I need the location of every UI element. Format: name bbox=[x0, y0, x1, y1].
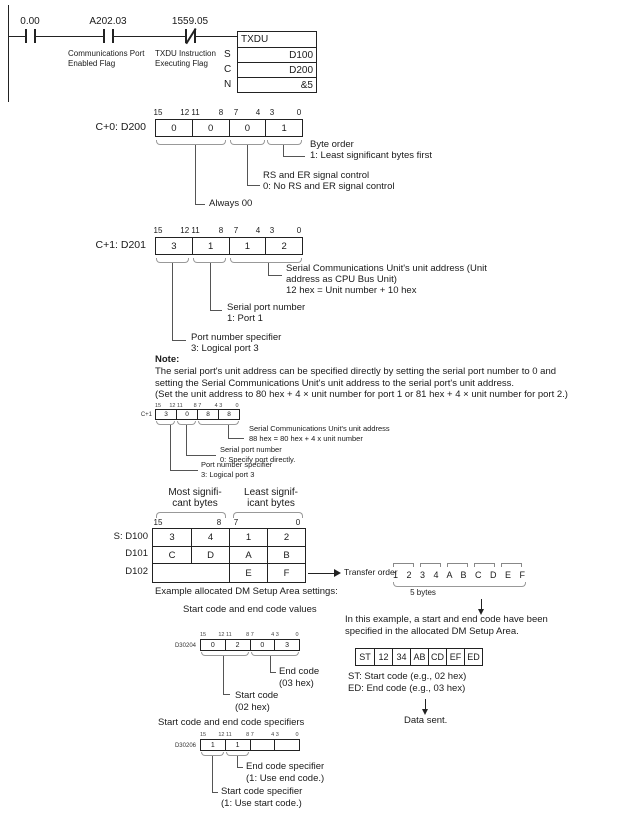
bit-label: 12 11 bbox=[180, 226, 200, 235]
contact-address: 1559.05 bbox=[171, 16, 209, 27]
annotation-line: Byte order bbox=[310, 139, 354, 150]
contact-label bbox=[155, 49, 216, 68]
table-cell: 3 bbox=[169, 532, 175, 543]
bit-register bbox=[155, 237, 303, 255]
byte-pair-mark bbox=[447, 563, 468, 567]
connector bbox=[172, 263, 186, 341]
bit-label: 12 11 bbox=[218, 732, 232, 738]
register-cell: 3 bbox=[164, 411, 168, 418]
annotation-line: Port number specifier bbox=[191, 332, 282, 343]
annotation-byte-order bbox=[310, 140, 432, 162]
header-least-significant bbox=[234, 488, 308, 510]
bit-register bbox=[200, 639, 300, 651]
header-line: Most signifi- bbox=[168, 487, 222, 498]
register-label: C+1 bbox=[140, 412, 152, 418]
bit-label: 0 bbox=[295, 632, 299, 638]
data-sent-label: Data sent. bbox=[404, 715, 448, 726]
bit-label: 12 11 bbox=[218, 632, 232, 638]
bit-label: 8 7 bbox=[246, 632, 254, 638]
register-cell bbox=[250, 740, 275, 750]
connector bbox=[170, 425, 198, 471]
connector bbox=[237, 756, 243, 768]
annotation-line: 12 hex = Unit number + 10 hex bbox=[286, 284, 417, 296]
register-cell: 3 bbox=[274, 640, 299, 650]
bit-label: 4 3 bbox=[214, 403, 223, 409]
note-heading: Note: bbox=[155, 354, 180, 365]
annotation-line: (1: Use start code.) bbox=[221, 797, 302, 809]
annotation-line: Serial Communications Unit's unit address (Unit bbox=[286, 263, 487, 274]
ladder-left-rail bbox=[8, 5, 9, 102]
register-cell: 8 bbox=[218, 410, 239, 419]
annotation-end-code-specifier bbox=[246, 761, 324, 784]
no-contact-icon bbox=[112, 29, 114, 43]
bit-label: 0 bbox=[295, 732, 299, 738]
bit-label: 7 bbox=[233, 226, 239, 235]
overbrace bbox=[233, 512, 303, 518]
annotation-line: (1: Use end code.) bbox=[246, 772, 325, 784]
annotation-line: 88 hex = 80 hex + 4 x unit number bbox=[249, 433, 363, 443]
byte-pair-mark bbox=[474, 563, 495, 567]
annotation-line: address as CPU Bus Unit) bbox=[286, 273, 397, 285]
annotation-start-code bbox=[235, 690, 278, 713]
header-most-significant bbox=[158, 488, 232, 510]
header-line: cant bytes bbox=[172, 497, 218, 509]
transfer-sequence: 1 2 3 4 A B C D E F bbox=[393, 570, 529, 580]
frame-cell: AB bbox=[410, 649, 428, 665]
frame-byte-sequence bbox=[355, 648, 483, 666]
frame-cell: ED bbox=[464, 649, 482, 665]
register-label: C+0: D200 bbox=[95, 121, 146, 133]
annotation-unit-address bbox=[249, 424, 390, 443]
frame-cell: EF bbox=[446, 649, 464, 665]
bit-label: 12 11 bbox=[180, 108, 200, 117]
register-cell: 2 bbox=[225, 640, 250, 650]
table-cell: B bbox=[267, 546, 305, 563]
annotation-line: 1: Least significant bytes first bbox=[310, 149, 432, 161]
register-cell: 0 bbox=[250, 640, 275, 650]
connector bbox=[223, 656, 230, 695]
register-cell: 3 bbox=[171, 240, 177, 252]
operand-value: D200 bbox=[238, 62, 316, 77]
register-cell: 1 bbox=[229, 238, 266, 254]
annotation-line: Serial Communications Unit's unit address bbox=[249, 424, 390, 433]
frame-cell: 34 bbox=[392, 649, 410, 665]
annotation-line: (03 hex) bbox=[279, 677, 314, 689]
annotation-line: Start code specifier bbox=[221, 786, 303, 797]
annotation-line: 3: Logical port 3 bbox=[201, 469, 255, 479]
connector bbox=[268, 263, 282, 276]
down-arrow-line bbox=[425, 699, 426, 709]
contact-address: 0.00 bbox=[20, 16, 40, 27]
register-label: D30204 bbox=[174, 643, 196, 649]
contact-label-line: TXDU Instruction bbox=[155, 49, 216, 58]
bit-label: 4 3 bbox=[271, 632, 279, 638]
contact-gap bbox=[105, 33, 112, 40]
register-cell: 1 bbox=[265, 120, 302, 136]
bit-label: 0 bbox=[295, 518, 301, 527]
bit-label: 12 11 bbox=[169, 403, 183, 409]
connector bbox=[247, 145, 260, 186]
bit-label: 15 bbox=[199, 732, 207, 738]
table-caption: Example allocated DM Setup Area settings: bbox=[155, 586, 338, 597]
operand-value: &5 bbox=[238, 77, 316, 92]
bit-label: 8 7 bbox=[193, 403, 202, 409]
table-cell: 4 bbox=[191, 529, 229, 546]
bit-label: 4 3 bbox=[271, 732, 279, 738]
annotation-port-specifier bbox=[191, 333, 281, 355]
contact-label-line: Communications Port bbox=[68, 49, 145, 58]
operand-letter: S bbox=[224, 49, 231, 60]
row-label: D101 bbox=[125, 548, 148, 559]
note-line: (Set the unit address to 80 hex + 4 × unit number for port 1 or 81 hex + 4 × unit number for port 2.) bbox=[155, 389, 568, 400]
annotation-line: 0: No RS and ER signal control bbox=[263, 180, 395, 192]
no-contact-icon bbox=[103, 29, 105, 43]
operand-value: D100 bbox=[238, 47, 316, 62]
table-cell: E bbox=[229, 563, 267, 582]
annotation-serial-port bbox=[227, 303, 305, 325]
section-heading: Start code and end code values bbox=[183, 604, 317, 615]
table-cell: F bbox=[267, 563, 305, 582]
byte-pair-mark bbox=[501, 563, 522, 567]
annotation-rs-er bbox=[263, 171, 394, 193]
table-cell: 1 bbox=[229, 529, 267, 546]
bit-register bbox=[155, 409, 240, 420]
contact-label bbox=[68, 49, 144, 68]
example-line: In this example, a start and end code have been bbox=[345, 614, 548, 625]
bit-register bbox=[155, 119, 303, 137]
contact-label-line: Executing Flag bbox=[155, 58, 208, 68]
bit-label: 3 bbox=[269, 226, 275, 235]
bit-label: 0 bbox=[235, 403, 239, 409]
contact-address: A202.03 bbox=[89, 16, 127, 27]
bit-label: 7 bbox=[233, 108, 239, 117]
connector bbox=[195, 145, 205, 205]
ladder-rung-line bbox=[8, 36, 237, 37]
no-contact-icon bbox=[34, 29, 36, 43]
table-cell: C bbox=[153, 546, 191, 563]
register-cell: 0 bbox=[171, 122, 177, 134]
operand-letter: N bbox=[224, 79, 232, 90]
instruction-name: TXDU bbox=[241, 34, 269, 45]
register-cell: 1 bbox=[192, 238, 229, 254]
bit-label: 8 bbox=[216, 518, 222, 527]
byte-count-label: 5 bytes bbox=[410, 588, 436, 597]
operand-letter: C bbox=[224, 64, 232, 75]
annotation-unit-address bbox=[286, 264, 487, 296]
bit-label: 15 bbox=[153, 226, 163, 235]
example-line: specified in the allocated DM Setup Area. bbox=[345, 626, 519, 638]
transfer-order-label: Transfer order bbox=[344, 567, 398, 577]
bit-label: 7 bbox=[233, 518, 239, 527]
bit-label: 8 7 bbox=[246, 732, 254, 738]
annotation-always: Always 00 bbox=[209, 198, 253, 209]
bit-label: 8 bbox=[218, 226, 224, 235]
register-cell: 1 bbox=[210, 741, 215, 749]
header-line: icant bytes bbox=[247, 497, 295, 509]
annotation-line: 1: Port 1 bbox=[227, 312, 263, 324]
connector bbox=[228, 425, 244, 439]
legend-line: ST: Start code (e.g., 02 hex) bbox=[348, 671, 467, 682]
contact-gap bbox=[27, 33, 34, 40]
annotation-line: 3: Logical port 3 bbox=[191, 342, 259, 354]
register-label: C+1: D201 bbox=[95, 239, 146, 251]
example-intro bbox=[345, 614, 548, 638]
annotation-start-code-specifier bbox=[221, 786, 302, 809]
connector bbox=[283, 145, 305, 157]
connector bbox=[212, 756, 218, 793]
byte-pair-mark bbox=[420, 563, 441, 567]
down-arrow-line bbox=[481, 599, 482, 609]
connector bbox=[210, 263, 222, 311]
register-cell: 8 bbox=[197, 410, 218, 419]
annotation-line: End code specifier bbox=[246, 761, 325, 772]
register-cell bbox=[274, 740, 299, 750]
txdu-instruction-block bbox=[237, 31, 317, 93]
annotation-line: Serial port number bbox=[227, 302, 306, 313]
register-cell: 0 bbox=[229, 120, 266, 136]
header-line: Least signif- bbox=[244, 487, 298, 498]
underbrace bbox=[156, 140, 226, 145]
table-cell-empty bbox=[153, 563, 229, 582]
dm-word-table bbox=[152, 528, 306, 583]
annotation-line: 0: Specify port directly. bbox=[220, 454, 296, 464]
register-cell: 2 bbox=[265, 238, 302, 254]
bit-label: 15 bbox=[153, 518, 163, 527]
bit-label: 0 bbox=[296, 226, 302, 235]
underbrace bbox=[393, 582, 526, 587]
table-cell: A bbox=[229, 546, 267, 563]
bit-label: 0 bbox=[296, 108, 302, 117]
bit-label: 8 bbox=[218, 108, 224, 117]
legend-line: ED: End code (e.g., 03 hex) bbox=[348, 683, 466, 695]
bit-label: 4 bbox=[255, 108, 261, 117]
row-label: D102 bbox=[125, 566, 148, 577]
annotation-line: Serial port number bbox=[220, 445, 282, 454]
annotation-line: (02 hex) bbox=[235, 701, 270, 713]
annotation-line: Start code bbox=[235, 690, 279, 701]
bit-label: 15 bbox=[154, 403, 162, 409]
frame-legend bbox=[348, 671, 466, 695]
note-line: The serial port's unit address can be specified directly by setting the serial port number to 0 and bbox=[155, 366, 557, 377]
connector bbox=[270, 656, 276, 673]
table-cell: D bbox=[191, 546, 229, 563]
register-cell: 0 bbox=[176, 410, 197, 419]
arrow-line bbox=[308, 573, 334, 574]
bit-label: 3 bbox=[269, 108, 275, 117]
section-heading: Start code and end code specifiers bbox=[158, 717, 305, 728]
table-cell: 2 bbox=[267, 529, 305, 546]
register-label: D30206 bbox=[174, 743, 196, 749]
register-cell: 1 bbox=[225, 740, 250, 750]
overbrace bbox=[156, 512, 226, 518]
row-label: S: D100 bbox=[113, 531, 148, 542]
annotation-line: RS and ER signal control bbox=[263, 170, 370, 181]
annotation-port-specifier bbox=[201, 460, 272, 479]
bit-label: 15 bbox=[199, 632, 207, 638]
frame-cell: 12 bbox=[374, 649, 392, 665]
annotation-line: Port number specifier bbox=[201, 460, 273, 469]
note-line: setting the Serial Communications Unit's unit address to the serial port's unit address. bbox=[155, 377, 514, 389]
register-cell: 0 bbox=[210, 641, 215, 649]
byte-pair-mark bbox=[393, 563, 414, 567]
note-paragraph bbox=[155, 366, 568, 401]
register-cell: 0 bbox=[192, 120, 229, 136]
annotation-end-code bbox=[279, 666, 319, 689]
frame-cell: CD bbox=[428, 649, 446, 665]
bit-label: 15 bbox=[153, 108, 163, 117]
bit-label: 4 bbox=[255, 226, 261, 235]
annotation-line: End code bbox=[279, 666, 320, 677]
right-arrow-icon bbox=[334, 569, 341, 577]
bit-register bbox=[200, 739, 300, 751]
contact-label-line: Enabled Flag bbox=[68, 58, 116, 68]
no-contact-icon bbox=[25, 29, 27, 43]
frame-cell: ST bbox=[359, 652, 371, 662]
